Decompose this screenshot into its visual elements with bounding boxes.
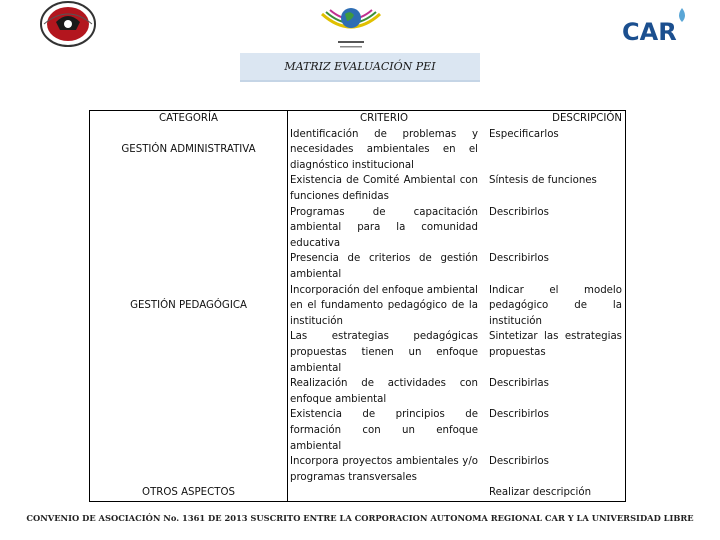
category-other: OTROS ASPECTOS [142, 487, 235, 498]
criterion-row: Existencia de Comité Ambiental con funciones definidas [290, 175, 478, 202]
universidad-libre-logo [36, 0, 100, 48]
page-title: MATRIZ EVALUACIÓN PEI [284, 60, 436, 73]
criterion-row: Incorporación del enfoque ambiental en el fundamento pedagógico de la institución [290, 284, 479, 327]
criterion-row: Realización de actividades con enfoque ambiental [290, 378, 478, 405]
criterion-row: Programas de capacitación ambiental para la comunidad educativa [290, 206, 478, 249]
category-pedagogical: GESTIÓN PEDAGÓGICA [130, 300, 247, 311]
title-banner [240, 53, 480, 82]
car-logo-text: CAR [622, 18, 677, 46]
description-row: Describirlas [489, 378, 549, 390]
car-logo [612, 2, 696, 48]
criterion-row: Existencia de principios de formación con un enfoque ambiental [290, 409, 478, 452]
criterion-row: Identificación de problemas y necesidades ambientales en el diagnóstico institucional [290, 128, 478, 171]
evaluation-matrix-table [89, 110, 626, 502]
description-row: Describirlos [489, 456, 549, 468]
description-row: Realizar descripción [489, 487, 592, 499]
description-row: Describirlos [489, 409, 549, 421]
description-row: Indicar el modelo pedagógico de la institución [489, 284, 622, 327]
description-row: Síntesis de funciones [489, 175, 597, 187]
criterion-row: Presencia de criterios de gestión ambiental [290, 253, 478, 280]
description-row: Describirlos [489, 206, 549, 218]
description-row: Especificarlos [489, 128, 559, 140]
environmental-program-logo [316, 0, 386, 54]
description-row: Describirlos [489, 253, 549, 265]
footer-agreement-text: CONVENIO DE ASOCIACIÓN No. 1361 DE 2013 SUSCRITO ENTRE LA CORPORACION AUTONOMA REGIONAL CAR Y LA UNIVERSIDAD LIBRE [26, 513, 694, 523]
header-description: DESCRIPCIÓN [552, 113, 622, 124]
category-administrative: GESTIÓN ADMINISTRATIVA [121, 144, 256, 155]
description-row: Sintetizar las estrategias propuestas [489, 331, 622, 358]
header-category: CATEGORÍA [159, 113, 218, 124]
criterion-row: Las estrategias pedagógicas propuestas tienen un enfoque ambiental [290, 331, 478, 374]
criterion-row: Incorpora proyectos ambientales y/o programas transversales [290, 456, 478, 483]
header-criterion: CRITERIO [360, 113, 408, 124]
